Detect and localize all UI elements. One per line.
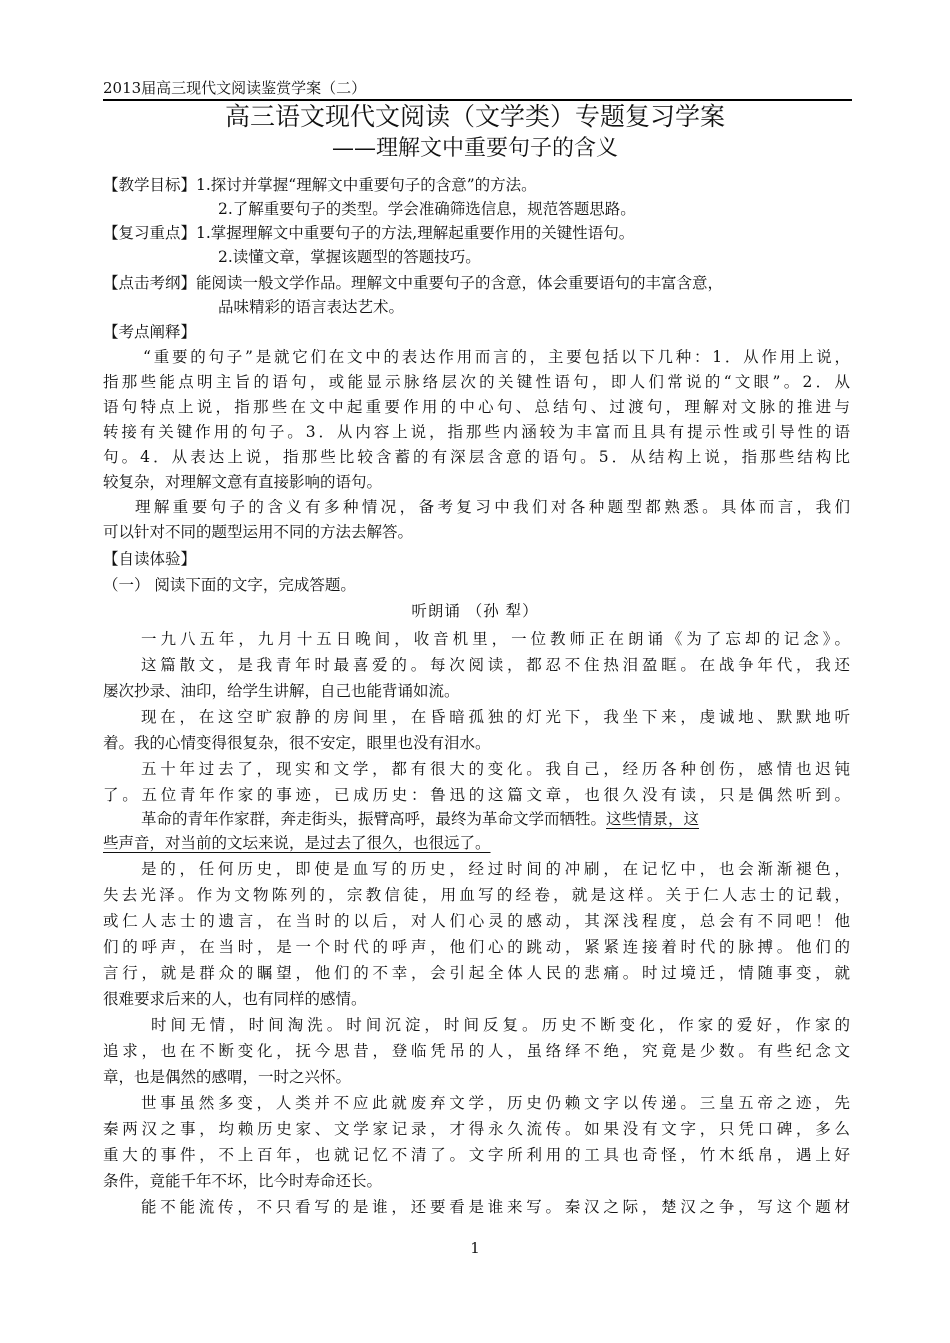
running-header: 2013届高三现代文阅读鉴赏学案（二） bbox=[103, 79, 367, 97]
self-study-label: 【自读体验】 bbox=[103, 550, 197, 568]
focus-item-2: 2.读懂文章，掌握该题型的答题技巧。 bbox=[218, 248, 481, 266]
objectives-item-2: 2.了解重要句子的类型。学会准确筛选信息，规范答题思路。 bbox=[218, 200, 636, 218]
outline-row bbox=[103, 272, 723, 294]
story-line: 追求，也在不断变化，抚今思昔，登临凭吊的人，虽络绎不绝，究竟是少数。有些纪念文 bbox=[103, 1042, 850, 1060]
explanation-line: 指那些能点明主旨的语句，或能显示脉络层次的关键性语句，即人们常说的“文眼”。2．从 bbox=[103, 373, 850, 391]
page-number: 1 bbox=[470, 1239, 480, 1257]
explanation-line: 可以针对不同的题型运用不同的方法去解答。 bbox=[103, 523, 414, 541]
underlined-sentence: 这些情景，这 bbox=[606, 810, 700, 828]
story-line: 章，也是偶然的感喟，一时之兴怀。 bbox=[103, 1068, 352, 1086]
story-line: 秦两汉之事，均赖历史家、文学家记录，才得永久流传。如果没有文字，只凭口碑，多么 bbox=[103, 1120, 850, 1138]
story-line-underlined bbox=[103, 832, 491, 854]
story-line: 很难要求后来的人，也有同样的感情。 bbox=[103, 990, 367, 1008]
story-title: 听朗诵 （孙 犁） bbox=[411, 602, 539, 620]
explanation-line: 转接有关键作用的句子。3．从内容上说，指那些内涵较为丰富而且具有提示性或引导性的语 bbox=[103, 423, 850, 441]
story-line: 是的，任何历史，即使是血写的历史，经过时间的冲刷，在记忆中，也会渐渐褪色， bbox=[141, 860, 850, 878]
outline-line-2: 品味精彩的语言表达艺术。 bbox=[218, 298, 405, 316]
focus-label: 【复习重点】 bbox=[103, 224, 197, 242]
story-line-plain: 革命的青年作家群，奔走街头，振臂高呼，最终为革命文学而牺牲。 bbox=[141, 810, 607, 828]
page-subtitle: ——理解文中重要句子的含义 bbox=[331, 136, 618, 161]
outline-line-1: 能阅读一般文学作品。理解文中重要句子的含意，体会重要语句的丰富含意， bbox=[196, 274, 724, 292]
objectives-row bbox=[103, 174, 537, 196]
story-line: 屡次抄录、油印，给学生讲解，自己也能背诵如流。 bbox=[103, 682, 460, 700]
story-line: 五十年过去了，现实和文学，都有很大的变化。我自己，经历各种创伤，感情也迟钝 bbox=[141, 760, 850, 778]
story-line: 或仁人志士的遗言，在当时的以后，对人们心灵的感动，其深浅程度，总会有不同吧！他 bbox=[103, 912, 850, 930]
focus-row bbox=[103, 222, 634, 244]
focus-item-1: 1.掌握理解文中重要句子的方法,理解起重要作用的关键性语句。 bbox=[196, 224, 635, 242]
header-rule bbox=[103, 99, 852, 101]
objectives-label: 【教学目标】 bbox=[103, 176, 197, 194]
explanation-label: 【考点阐释】 bbox=[103, 323, 197, 341]
objectives-item-1: 1.探讨并掌握“理解文中重要句子的含意”的方法。 bbox=[196, 176, 537, 194]
explanation-line: 理解重要句子的含义有多种情况，备考复习中我们对各种题型都熟悉。具体而言，我们 bbox=[135, 498, 850, 516]
explanation-line: 语句特点上说，指那些在文中起重要作用的中心句、总结句、过渡句，理解对文脉的推进与 bbox=[103, 398, 850, 416]
underlined-sentence: 些声音，对当前的文坛来说，是过去了很久，也很远了。 bbox=[103, 834, 491, 852]
story-line: 失去光泽。作为文物陈列的，宗教信徒，用血写的经卷，就是这样。关于仁人志士的记载， bbox=[103, 886, 850, 904]
story-line: 一九八五年，九月十五日晚间，收音机里，一位教师正在朗诵《为了忘却的记念》。 bbox=[141, 630, 850, 648]
story-line: 言行，就是群众的瞩望，他们的不幸，会引起全体人民的悲痛。时过境迁，情随事变，就 bbox=[103, 964, 850, 982]
story-line: 了。五位青年作家的事迹，已成历史：鲁迅的这篇文章，也很久没有读，只是偶然听到。 bbox=[103, 786, 850, 804]
explanation-line: 较复杂，对理解文意有直接影响的语句。 bbox=[103, 473, 383, 491]
page-title: 高三语文现代文阅读（文学类）专题复习学案 bbox=[224, 102, 725, 131]
explanation-line: 句。4．从表达上说，指那些比较含蓄的有深层含意的语句。5．从结构上说，指那些结构比 bbox=[103, 448, 850, 466]
self-study-section: （一） 阅读下面的文字，完成答题。 bbox=[103, 576, 356, 594]
story-line: 重大的事件，不上百年，也就记忆不清了。文字所利用的工具也奇怪，竹木纸帛，遇上好 bbox=[103, 1146, 850, 1164]
story-line: 这篇散文，是我青年时最喜爱的。每次阅读，都忍不住热泪盈眶。在战争年代，我还 bbox=[141, 656, 850, 674]
story-line: 着。我的心情变得很复杂，很不安定，眼里也没有泪水。 bbox=[103, 734, 491, 752]
story-line: 条件，竟能千年不坏，比今时寿命还长。 bbox=[103, 1172, 383, 1190]
story-line: 现在，在这空旷寂静的房间里，在昏暗孤独的灯光下，我坐下来，虔诚地、默默地听 bbox=[141, 708, 850, 726]
story-line-with-underline bbox=[141, 808, 850, 830]
outline-label: 【点击考纲】 bbox=[103, 274, 197, 292]
story-line: 世事虽然多变，人类并不应此就废弃文学，历史仍赖文字以传递。三皇五帝之迹，先 bbox=[141, 1094, 850, 1112]
story-line: 时间无情，时间淘洗。时间沉淀，时间反复。历史不断变化，作家的爱好，作家的 bbox=[151, 1016, 850, 1034]
explanation-line: “重要的句子”是就它们在文中的表达作用而言的，主要包括以下几种：1．从作用上说， bbox=[143, 348, 850, 366]
story-line: 们的呼声，在当时，是一个时代的呼声，他们心的跳动，紧紧连接着时代的脉搏。他们的 bbox=[103, 938, 850, 956]
story-line: 能不能流传，不只看写的是谁，还要看是谁来写。秦汉之际，楚汉之争，写这个题材 bbox=[141, 1198, 850, 1216]
